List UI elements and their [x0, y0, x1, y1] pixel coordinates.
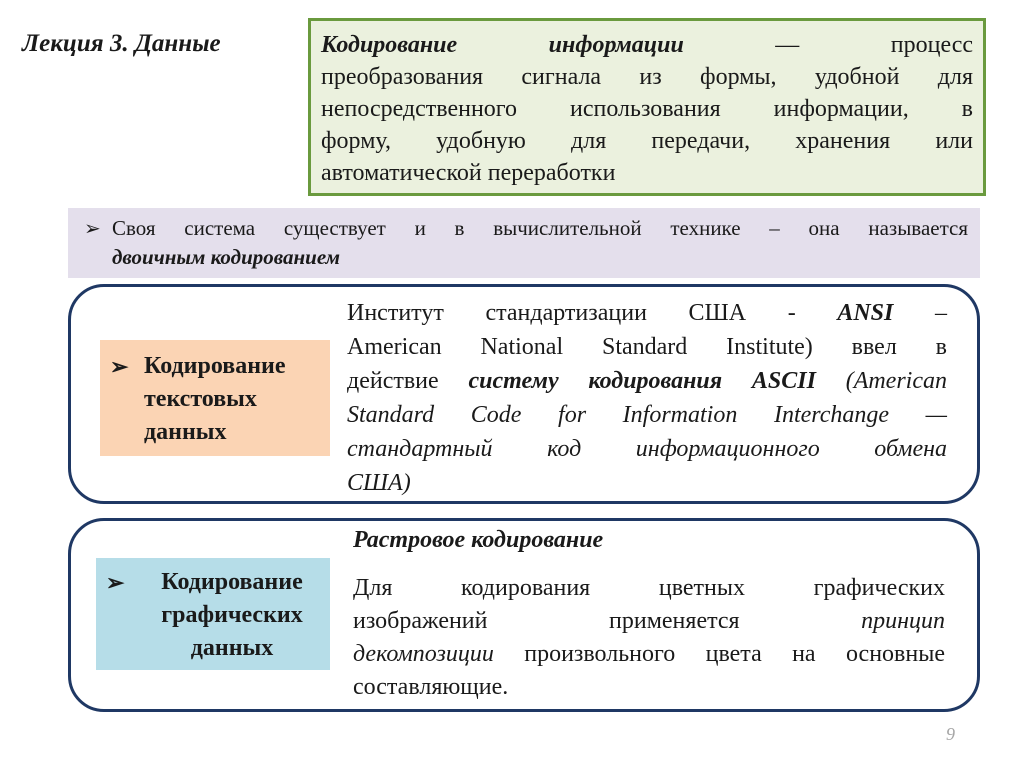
raster-description [353, 572, 945, 704]
ansi-line-2-text: American National Standard Institute) [347, 334, 852, 360]
ansi-line-1-text: Институт стандартизации США - [347, 300, 838, 326]
ansi-line-2 [347, 330, 947, 364]
definition-line-2: преобразования сигнала из формы, удобной для [321, 64, 973, 90]
definition-line-3: непосредственного использования информации, в [321, 96, 973, 122]
ansi-description [347, 296, 947, 500]
raster-line-2-text: изображений применяется [353, 608, 862, 634]
ansi-line-3 [347, 364, 947, 398]
graphics-label-line-3: данных [190, 635, 274, 661]
definition-dash: — [683, 32, 891, 58]
definition-line-1-rest: процесс [890, 32, 974, 58]
ansi-line-5-text: стандартный код информационного обмена [347, 436, 947, 462]
ansi-line-3-text: действие [347, 368, 469, 394]
raster-line-3-text: произвольного цвета на основные [493, 641, 945, 667]
raster-principle: принцип [861, 608, 945, 634]
arrow-bullet-icon: ➢ [106, 570, 125, 595]
binary-note-text: Своя система существует и в вычислительной технике – она называется [112, 216, 968, 240]
definition-line-1 [321, 29, 973, 61]
graphics-encoding-label [96, 558, 330, 670]
raster-line-4: составляющие. [353, 674, 509, 700]
lecture-title: Лекция 3. Данные [22, 30, 221, 57]
raster-heading: Растровое кодирование [353, 527, 604, 553]
graphics-label-line-1: Кодирование [161, 569, 303, 595]
binary-note-line-1 [84, 214, 968, 243]
ansi-line-1-dash: – [893, 300, 947, 326]
arrow-bullet-icon: ➢ [84, 218, 101, 240]
graphics-label-line-2: графических [161, 602, 303, 628]
raster-decomposition: декомпозиции [353, 641, 494, 667]
binary-note-emphasis: двоичным кодированием [112, 245, 341, 269]
text-label-line-2: текстовых [144, 386, 257, 412]
ansi-line-4 [347, 398, 947, 432]
raster-line-1: Для кодирования цветных графических [353, 575, 945, 601]
ansi-line-6-text: США) [347, 470, 411, 496]
raster-line-3 [353, 638, 945, 671]
ascii-system: систему кодирования ASCII [468, 368, 816, 394]
ansi-line-2-verb: ввел в [851, 334, 947, 360]
ansi-line-5 [347, 432, 947, 466]
binary-coding-note [68, 208, 980, 278]
ansi-line-3-paren: (American [815, 368, 947, 394]
raster-line-2 [353, 605, 945, 638]
definition-term: Кодирование информации [321, 32, 684, 58]
definition-box [308, 18, 986, 196]
ansi-line-4-text: Standard Code for Information Interchange — [347, 402, 947, 428]
definition-line-4: форму, удобную для передачи, хранения или [321, 128, 973, 154]
text-encoding-label [100, 340, 330, 456]
ansi-line-6 [347, 466, 947, 500]
definition-line-5: автоматической переработки [321, 160, 616, 186]
text-label-line-3: данных [144, 419, 227, 445]
text-label-line-1: Кодирование [144, 353, 286, 379]
page-number: 9 [946, 724, 955, 744]
ansi-abbr: ANSI [837, 300, 894, 326]
ansi-line-1 [347, 296, 947, 330]
arrow-bullet-icon: ➢ [110, 354, 129, 379]
